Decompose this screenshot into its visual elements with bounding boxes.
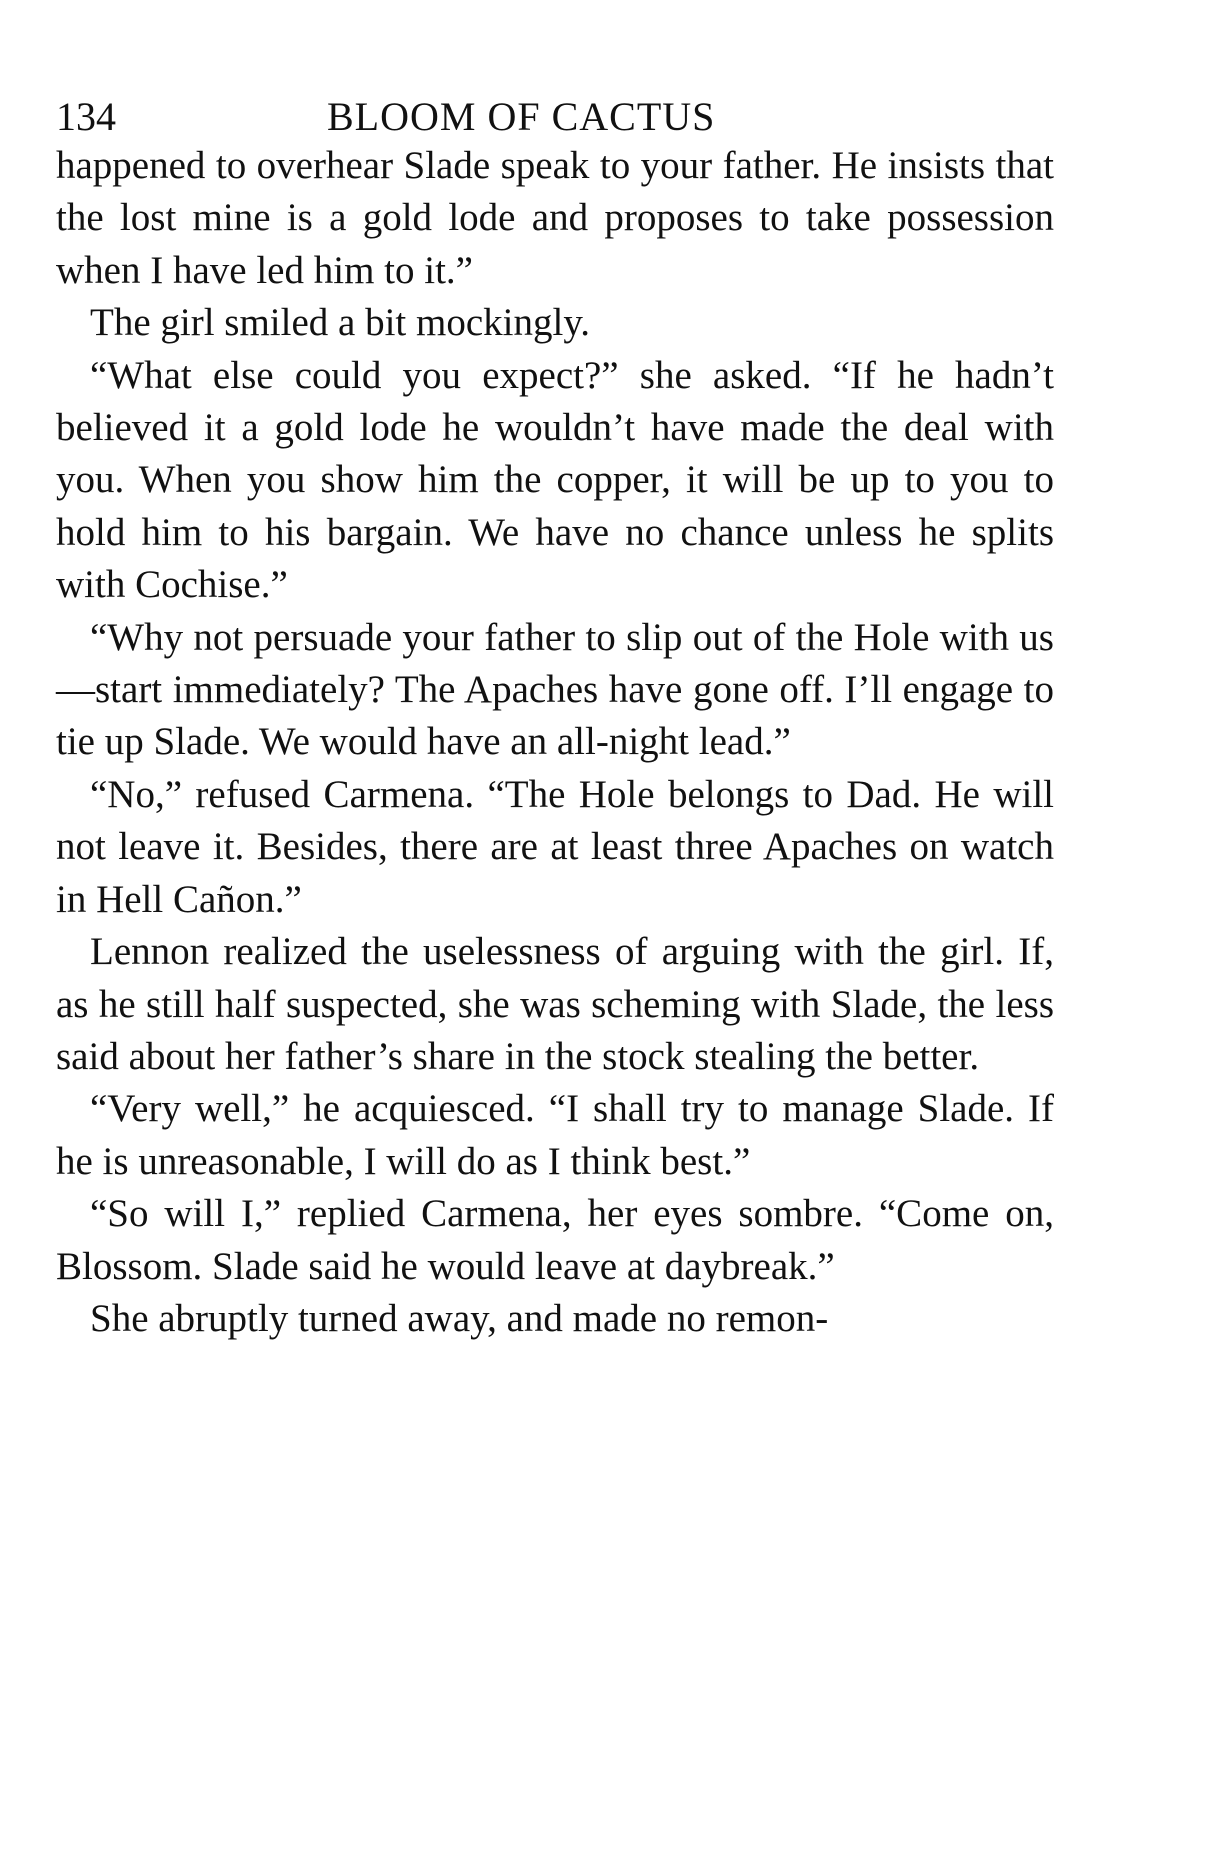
paragraph: “What else could you expect?” she asked. “If he hadn’t believed it a gold lode he wouldn’t have made the deal with you. When you show him the copper, it will be up to you to hold him to his bargain. We have no chance unless he splits with Cochise.” [56, 353, 1054, 607]
book-title: BLOOM OF CACTUS [327, 94, 716, 139]
paragraph: “So will I,” replied Carmena, her eyes sombre. “Come on, Blossom. Slade said he would leave at daybreak.” [56, 1192, 1054, 1288]
running-head [56, 92, 1056, 142]
paragraph-continuation: happened to overhear Slade speak to your father. He insists that the lost mine is a gold lode and proposes to take possession when I have led him to it.” [56, 144, 1054, 292]
paragraph: The girl smiled a bit mockingly. [90, 301, 591, 345]
page-number: 134 [56, 94, 116, 139]
paragraph: “No,” refused Carmena. “The Hole belongs to Dad. He will not leave it. Besides, there are at least three Apaches on watch in Hell Cañon.” [56, 772, 1054, 921]
paragraph: Lennon realized the uselessness of arguing with the girl. If, as he still half suspected, she was scheming with Slade, the less said about her father’s share in the stock stealing the better. [56, 930, 1054, 1078]
paragraph-last: She abruptly turned away, and made no remon- [90, 1296, 829, 1340]
paragraph: “Very well,” he acquiesced. “I shall try to manage Slade. If he is unreasonable, I will do as I think best.” [56, 1087, 1054, 1183]
paragraph: “Why not persuade your father to slip out of the Hole with us—start immediately? The Apaches have gone off. I’ll engage to tie up Slade. We would have an all-night lead.” [56, 615, 1054, 764]
body-text [56, 140, 1054, 1345]
